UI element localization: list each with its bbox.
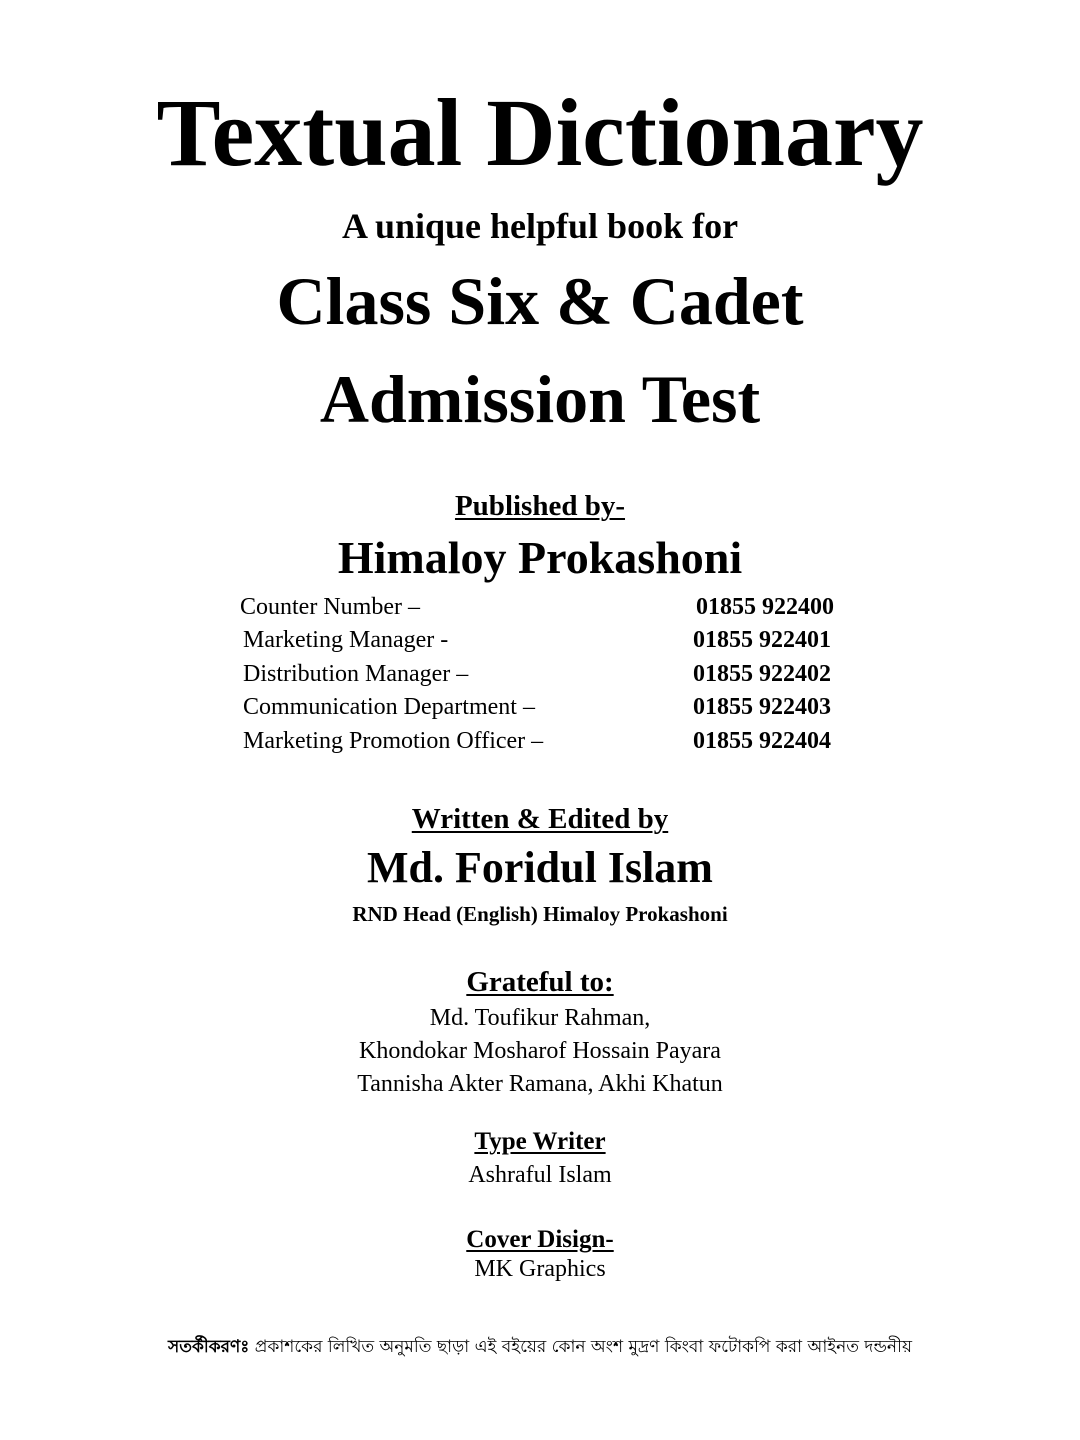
contact-phone: 01855 922404	[693, 727, 831, 754]
contact-phone: 01855 922402	[693, 660, 831, 687]
contact-role: Marketing Promotion Officer –	[243, 727, 544, 754]
published-by-label	[0, 488, 1080, 524]
contact-row	[240, 726, 860, 759]
grateful-label	[0, 964, 1080, 1000]
contact-phone: 01855 922403	[693, 694, 831, 721]
warning-text: প্রকাশকের লিখিত অনুমতি ছাড়া এই বইয়ের কোন অংশ মুদ্রণ কিংবা ফটোকপি করা আইনত দন্ডনীয়	[254, 1337, 912, 1357]
publisher-name: Himaloy Prokashoni	[337, 532, 743, 583]
book-title: Textual Dictionary	[156, 79, 924, 186]
grateful-text: Grateful to:	[466, 966, 614, 998]
contact-phone: 01855 922401	[693, 627, 831, 654]
contact-row	[240, 625, 860, 658]
book-subtitle: A unique helpful book for	[341, 206, 739, 246]
type-writer-text: Type Writer	[474, 1128, 606, 1155]
written-edited-label	[0, 801, 1080, 837]
grateful-line: Khondokar Mosharof Hossain Payara	[359, 1038, 721, 1064]
headline-line-2: Admission Test	[319, 361, 761, 437]
author-name: Md. Foridul Islam	[367, 843, 713, 892]
grateful-line: Tannisha Akter Ramana, Akhi Khatun	[357, 1071, 723, 1097]
warning-label: সতর্কীকরণঃ	[168, 1337, 250, 1357]
published-by-text: Published by-	[454, 490, 626, 522]
headline-line-1: Class Six & Cadet	[276, 263, 804, 339]
written-edited-text: Written & Edited by	[411, 803, 669, 835]
copyright-warning	[0, 1334, 1080, 1360]
type-writer-label	[0, 1126, 1080, 1158]
cover-design-text: Cover Disign-	[466, 1226, 614, 1253]
author-role: RND Head (English) Himaloy Prokashoni	[352, 902, 728, 926]
contact-row	[240, 592, 860, 625]
contact-role: Counter Number –	[240, 594, 420, 620]
contact-role: Communication Department –	[243, 694, 535, 721]
contact-row	[240, 692, 860, 725]
type-writer-name: Ashraful Islam	[468, 1162, 612, 1188]
contact-row	[240, 659, 860, 692]
cover-design-label	[0, 1224, 1080, 1256]
contact-phone: 01855 922400	[696, 594, 834, 620]
contact-role: Marketing Manager -	[243, 627, 449, 654]
contact-list	[240, 592, 860, 759]
contact-role: Distribution Manager –	[243, 660, 469, 687]
grateful-line: Md. Toufikur Rahman,	[429, 1005, 651, 1031]
cover-design-name: MK Graphics	[474, 1256, 606, 1282]
